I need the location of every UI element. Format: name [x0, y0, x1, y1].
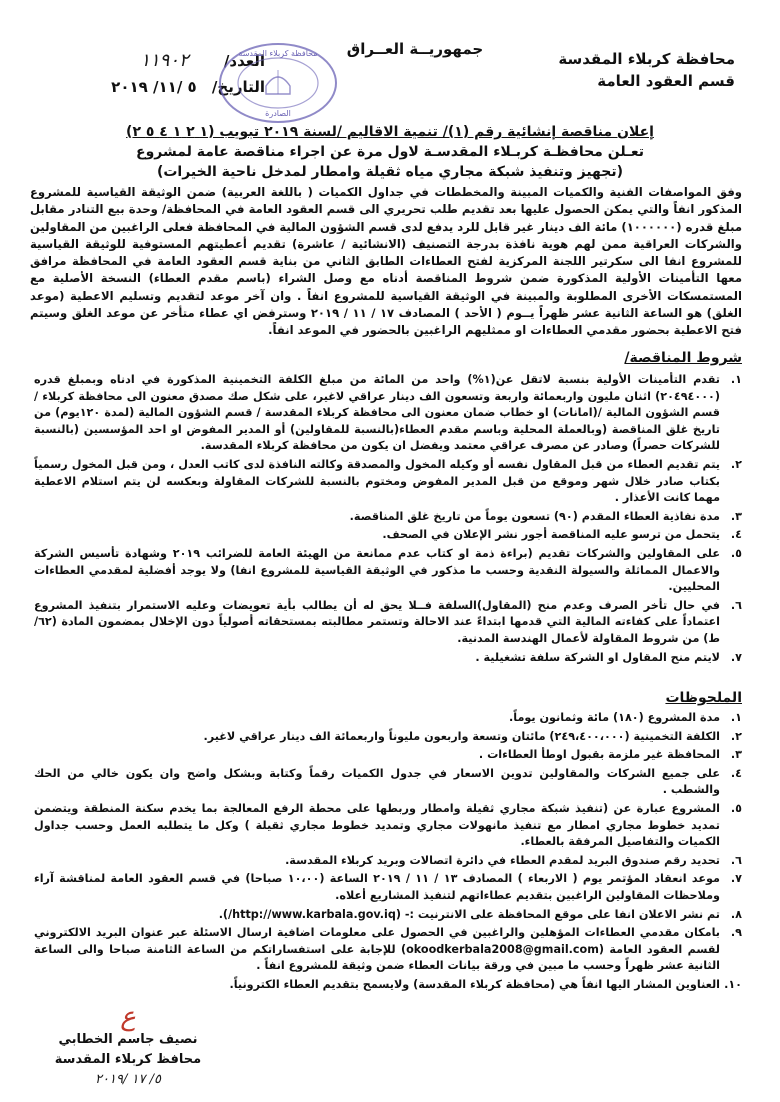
title-line-2: تعـلن محافظـة كربـلاء المقدسـة لاول مرة عن اجراء مناقصة عامة لمشروع — [136, 144, 644, 160]
list-item: ٤. يتحمل من ترسو عليه المناقصة أجور نشر الإعلان في الصحف. — [382, 528, 742, 542]
date-value: ٥ /١١/ ٢٠١٩ — [111, 78, 197, 96]
list-item: ١. تقدم التأمينات الأولية بنسبة لاتقل عن(١%) واحد من المائة من مبلغ الكلفة التخمينية المذكورة في ادناه وبمبلغ قدره (٢٠٤٩٤٠٠٠) اثنان مليون واربعمائة واربعة وتسعون الف دينار عراقي لاغير، على شكل صك مصدق معنون الى محافظة كربلاء / قسم الشؤون المالية /(امانات) او خطاب ضمان معنون الى محافظة كربلاء المقدسة / قسم الشؤون المالية (لمدة ١٢٠يوم) من تاريخ غلق المناقصة (وبالعملة المحلية وباسم مقدم العطاء(بالنسبة للمقاولين) أو المدير المفوض او احد المؤسسين (بالنسبة للشركات حصراً) وصادر عن مصرف عراقي معتمد ويفضل ان يكون من محافظة كربلاء المقدسة. — [34, 373, 742, 453]
signatory-title: محافظ كربلاء المقدسة — [54, 1052, 202, 1067]
number-label: العدد/ — [223, 52, 265, 70]
conditions-section — [34, 372, 742, 668]
list-item: ٢. الكلفة التخمينية (٢٤٩،٤٠٠،٠٠٠) مائتان وتسعة واربعون مليوناً واربعمائة الف دينار عراقي لاغير. — [203, 729, 742, 743]
org-department: قسم العقود العامة — [597, 72, 735, 90]
signature-mark: ع — [120, 1002, 136, 1032]
conditions-heading: شروط المناقصة/ — [624, 350, 742, 366]
title-line-1: إعلان مناقصة إنشائية رقم (١)/ تنمية الاقاليم /لسنة ٢٠١٩ تبويب (١ ٢ ١ ٤ ٥ ٢) — [126, 124, 654, 140]
list-item: ٧. لايتم منح المقاول او الشركة سلفة تشغيلية . — [475, 650, 742, 664]
signature-block — [48, 1004, 208, 1090]
list-item: ٣. المحافظة غير ملزمة بقبول اوطأ العطاءات . — [478, 748, 742, 762]
seal-text: محافظة كربلاء المقدسة — [238, 49, 318, 58]
signatory-name: نصيف جاسم الخطابي — [58, 1032, 198, 1047]
signature-date: ٥/ ١٧ /٢٠١٩ — [95, 1072, 161, 1087]
intro-paragraph: وفق المواصفات الفنية والكميات المبينة والمخططات في جداول الكميات ( باللغة العربية) ضمن الوثيقة القياسية للمشروع المذكور انفاً والتي يمكن الحصول عليها بعد تقديم طلب تحريري الى قسم العقود العامة في المحافظة/ وحدة بيع التنادر مقابل مبلغ قدره (١٠٠٠٠٠٠) مائة الف دينار غير قابل للرد يدفع لدى قسم الشؤون المالية في المحافظة فعلى الراغبين من المقاولين والشركات العراقية ممن لهم هوية نافذة بدرجة التصنيف (الانشائية / عاشرة) تقديم أعطيتهم المستوفية للوثيقة القياسية للمشروع انفا الى سكرتير اللجنة المركزية لفتح العطاءات الطابق الثاني من بناية قسم العقود العامة في المحافظة مرافق معها التأمينات الأولية المذكورة ضمن شروط المناقصة أدناه مع وصل الشراء (باسم مقدم العطاء) النسخة الأصلية مع المستمسكات الأخرى المطلوبة والمبينة في الوثيقة القياسية للمشروع انفاً . وان آخر موعد لتقديم وتسليم الاعطية (موعد الغلق) هو الساعة الثانية عشر ظهراً يــوم ( الأحد ) المصادف ١٧ / ١١ / ٢٠١٩ وسترفض اي عطاء متأخر عن موعد الغلق وسيتم فتح الاعطية بحضور مقدمي العطاءات او ممثليهم الراغبين بالحضور في الموعد انفاً. — [30, 185, 743, 338]
title-line-3: (تجهيز وتنفيذ شبكة مجاري مياه ثقيلة وامطار لمدخل ناحية الخيرات) — [156, 164, 624, 180]
country-title: جمهوريــة العــراق — [346, 40, 484, 58]
announcement-title — [30, 122, 750, 182]
org-header — [558, 48, 735, 92]
conditions-list — [34, 372, 742, 666]
list-item: ٥. على المقاولين والشركات تقديم (براءة ذمة او كتاب عدم ممانعة من الهيئة العامة للضرائب ٢٠١٩ وشهادة تأسيس الشركة والاعمال المماثلة والسيولة النقدية وحسب ما مذكور في الوثيقة القياسية للمشروع انفا) ولا يوجد أفضلية لمقدمي العطاءات المحليين. — [34, 546, 742, 594]
official-seal-icon — [216, 40, 340, 126]
seal-subtext: الصادرة — [265, 109, 291, 118]
list-item: ٥. المشروع عبارة عن (تنفيذ شبكة مجاري ثقيلة وامطار وربطها على محطة الرفع المعالجة بما يخدم سكنة المنطقة ويتضمن تمديد خطوط مجاري امطار مع تنفيذ مانهولات مجاري وتمديد خطوط مجاري ثقيلة ) وكل ما يتطلبه العمل وحسب جداول الكميات والتفاصيل المرفقة بالعطاء. — [34, 801, 742, 849]
list-item: ٢. يتم تقديم العطاء من قبل المقاول نفسه أو وكيله المخول والمصدقة وكالته النافذة لدى كاتب العدل ، ومن قبل المخول رسمياً بكتاب صادر خلال شهر وموقع من قبل المدير المفوض ومختوم بالنسبة للشركات المقاولة وبعكسه لن يتم استلام الاعطية مهما كانت الأعذار . — [34, 457, 742, 505]
list-item: ٨. تم نشر الاعلان انفا على موقع المحافظة على الانترنيت :- (http://www.karbala.gov.iq/). — [218, 907, 742, 921]
list-item: ١٠. العناوين المشار اليها انفاً هي (محافظة كربلاء المقدسة) ولايسمح بتقديم العطاء الكترونياً. — [229, 977, 742, 991]
list-item: ٤. على جميع الشركات والمقاولين تدوين الاسعار في جدول الكميات رقماً وكتابة وبشكل واضح وان يكون خالي من الحك والشطب . — [34, 766, 742, 797]
list-item: ٧. موعد انعقاد المؤتمر يوم ( الاربعاء ) المصادف ١٣ / ١١ / ٢٠١٩ الساعة (١٠،٠٠ صباحا) في قسم العقود العامة لمناقشة آراء وملاحظات المقاولين الراغبين بتقديم عطاءاتهم لتنفيذ المشاريع أعلاه. — [34, 872, 742, 902]
org-name: محافظة كربلاء المقدسة — [558, 50, 735, 68]
notes-heading: الملحوظات — [665, 690, 742, 706]
notes-section — [34, 710, 742, 996]
list-item: ٦. في حال تأخر الصرف وعدم منح (المقاول)السلفة فــلا يحق له أن يطالب بأية تعويضات وعليه الاستمرار بتنفيذ المشروع اعتماداً على كفاءته المالية التي قدمها ابتداءً عند الاحالة وتستمر مطالبته بمستحقاته أصولياً دون الإخلال بمضمون المادة (٦٢/ط) من شروط المقاولة لأعمال الهندسة المدنية. — [34, 598, 742, 645]
notes-list — [34, 710, 742, 994]
list-item: ٩. بامكان مقدمي العطاءات المؤهلين والراغبين في الحصول على معلومات اضافية ارسال الاسئلة عبر عنوان البريد الالكتروني لقسم العقود العامة (okoodkerbala2008@gmail.com) للإجابة على استفساراتكم من الساعة الثامنة صباحا والى الساعة الثانية عشر ظهراً وحسب ما مبين في ورقة بيانات العطاء ضمن وثيقة للمشروع انفاً . — [34, 926, 742, 973]
list-item: ٣. مدة نفاذية العطاء المقدم (٩٠) تسعون يوماً من تاريخ غلق المناقصة. — [349, 509, 742, 523]
list-item: ٦. تحديد رقم صندوق البريد لمقدم العطاء في دائرة اتصالات وبريد كربلاء المقدسة. — [285, 853, 742, 867]
list-item: ١. مدة المشروع (١٨٠) مائة وثمانون يوماً. — [509, 711, 742, 724]
number-value: ١١٩٠٢ — [140, 50, 189, 71]
date-label: التاريخ/ — [211, 78, 265, 96]
